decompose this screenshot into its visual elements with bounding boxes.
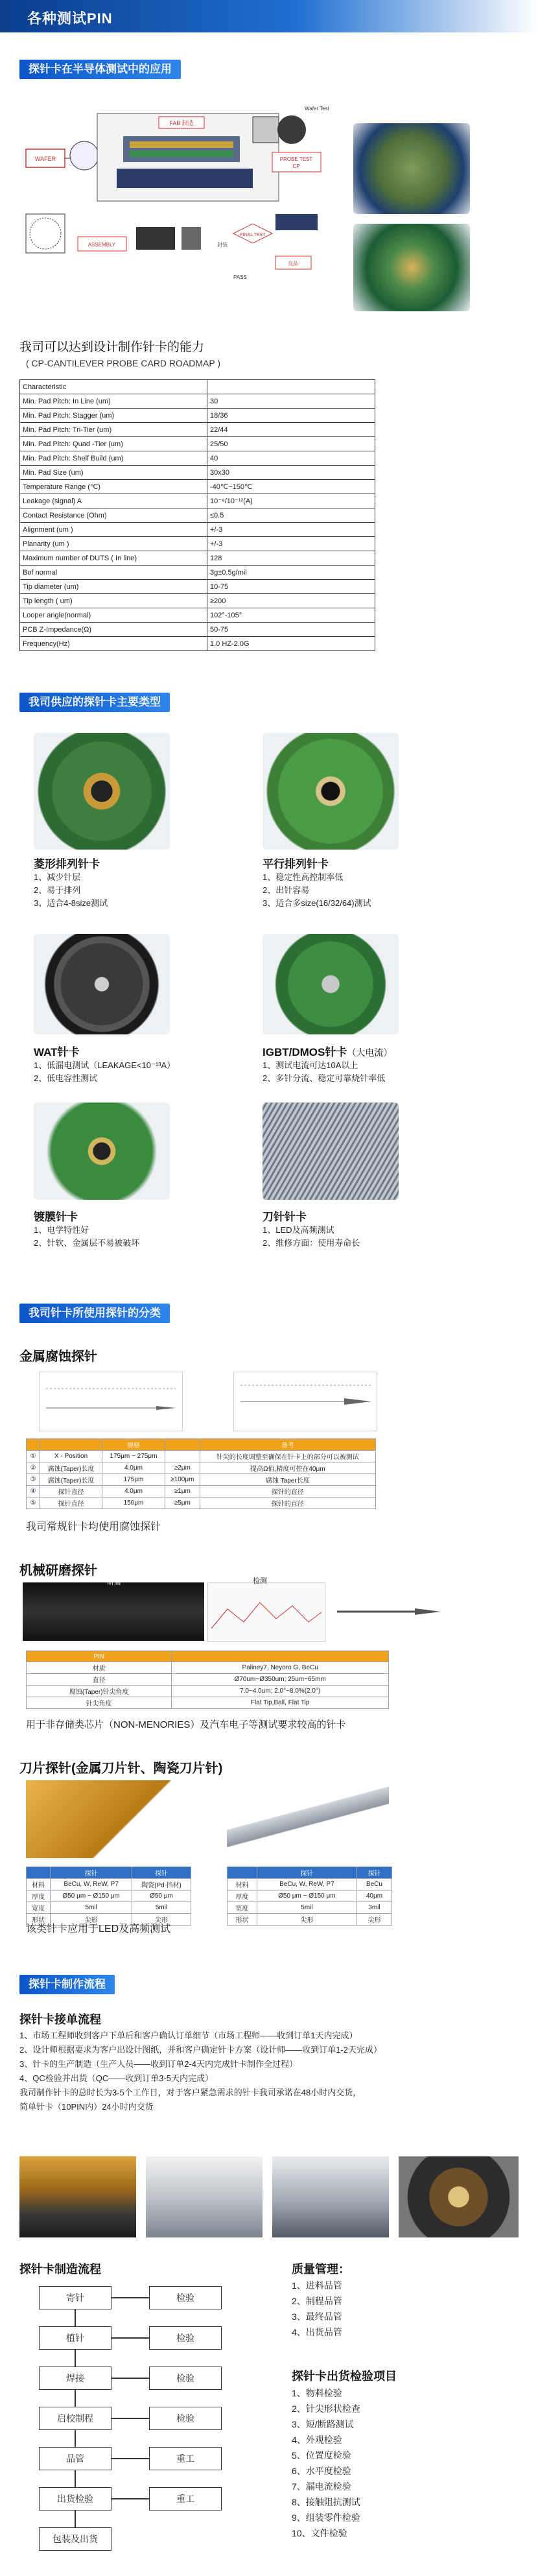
page-title: 各种测试PIN <box>27 10 113 27</box>
table-cell: 厚度 <box>228 1890 257 1902</box>
grinding-label-a: 研磨 <box>107 1579 121 1586</box>
inspection-lines <box>292 2385 360 2541</box>
ability-row <box>20 551 375 566</box>
flow-arrow-right <box>111 2297 149 2298</box>
grinding-label-b: 检测 <box>253 1577 267 1585</box>
flow-step: 品管 <box>39 2447 111 2470</box>
ability-value: 1.0 HZ-2.0G <box>207 637 375 651</box>
ability-value: 30 <box>207 394 375 409</box>
flow-check: 检验 <box>149 2407 222 2430</box>
ability-row <box>20 380 375 394</box>
ability-row <box>20 409 375 423</box>
order-line: 我司制作针卡的总时长为3-5个工作日，对于客户紧急需求的针卡我司承诺在48小时内交货， <box>19 2088 362 2097</box>
table-cell: 腐蚀(Taper)长度 <box>40 1462 102 1474</box>
probe-card-photo-2 <box>353 224 470 311</box>
quality-title: 质量管理： <box>292 2263 350 2276</box>
table-row <box>27 1462 376 1474</box>
list-item: 9、组装零件检验 <box>292 2512 360 2523</box>
table-cell: 7.0~4.0um; 2.0°~8.0%(2.0°) <box>172 1686 389 1697</box>
card-name-blade: 刀针针卡 <box>263 1211 307 1223</box>
svg-text:PROBE TEST: PROBE TEST <box>279 156 313 162</box>
table-cell: 针尖的长度调整至确保在针卡上的部分可以被测试 <box>200 1451 375 1462</box>
list-item: 2、制程品管 <box>292 2296 342 2306</box>
ability-subtitle: ( CP-CANTILEVER PROBE CARD ROADMAP ) <box>26 358 221 368</box>
flow-check: 检验 <box>149 2367 222 2390</box>
inspection-title: 探针卡出货检验项目 <box>292 2370 397 2383</box>
flow-check: 检验 <box>149 2286 222 2309</box>
ability-row <box>20 580 375 594</box>
table-cell: 直径 <box>27 1674 172 1686</box>
order-line: 4、QC检验并出货（QC——收到订单3-5天内完成） <box>19 2073 214 2083</box>
table-cell: 材料 <box>228 1879 257 1890</box>
grinding-photo <box>23 1582 204 1641</box>
ability-key: Characteristic <box>20 380 207 394</box>
ability-key: Looper angle(normal) <box>20 608 207 623</box>
table-cell: 尖形 <box>51 1914 132 1926</box>
list-item: 3、最终品管 <box>292 2311 342 2322</box>
table-cell: 针尖角度 <box>27 1697 172 1709</box>
table-cell: 175μm <box>102 1474 165 1486</box>
table-row <box>228 1902 392 1914</box>
corrosion-probe-sketch-2 <box>233 1372 377 1431</box>
card-name-igbt <box>263 1043 392 1059</box>
table-cell: 5mil <box>51 1902 132 1914</box>
card-name-wat: WAT针卡 <box>34 1046 80 1058</box>
table-row <box>27 1662 389 1674</box>
table-header-cell <box>228 1867 257 1879</box>
flow-arrow-down <box>75 2470 76 2487</box>
ability-row <box>20 637 375 651</box>
flow-arrow-right <box>111 2458 149 2459</box>
table-cell: BeCu <box>357 1879 392 1890</box>
card-name-coated: 镀膜针卡 <box>34 1211 78 1223</box>
ability-row <box>20 480 375 494</box>
table-cell: 探针的直径 <box>200 1497 375 1509</box>
list-item: 5、位置度检验 <box>292 2450 351 2461</box>
table-row <box>27 1486 376 1497</box>
table-header-cell: 探针 <box>257 1867 357 1879</box>
card-blade-line-1: 1、LED及高频测试 <box>263 1225 334 1235</box>
table-row <box>27 1474 376 1486</box>
corrosion-caption: 我司常规针卡均使用腐蚀探针 <box>26 1521 161 1532</box>
table-cell: 腐蚀 Taper长度 <box>200 1474 375 1486</box>
flow-step: 焊接 <box>39 2367 111 2390</box>
flow-arrow-right <box>111 2378 149 2379</box>
table-row <box>228 1890 392 1902</box>
table-cell: 5mil <box>132 1902 191 1914</box>
table-row <box>27 1697 389 1709</box>
blade-caption: 该类针卡应用于LED及高频测试 <box>26 1924 171 1935</box>
ability-value: 30x30 <box>207 466 375 480</box>
flow-arrow-right <box>111 2337 149 2339</box>
ability-key: Min. Pad Pitch: Tri-Tier (um) <box>20 423 207 437</box>
probe-card-photo-1 <box>353 123 470 214</box>
grinding-measure-chart <box>207 1582 325 1642</box>
list-item: 1、进料品管 <box>292 2280 342 2291</box>
ability-key: Temperature Range (℃) <box>20 480 207 494</box>
table-cell: 175μm ~ 275μm <box>102 1451 165 1462</box>
table-header-cell <box>165 1439 200 1451</box>
ability-value: 10-75 <box>207 580 375 594</box>
card-wat-line-2: 2、低电容性测试 <box>34 1073 98 1083</box>
ability-key: Min. Pad Pitch: In Line (um) <box>20 394 207 409</box>
ability-key: Min. Pad Pitch: Quad -Tier (um) <box>20 437 207 451</box>
ability-value: 128 <box>207 551 375 566</box>
ability-value: 102°-105° <box>207 608 375 623</box>
ability-row <box>20 437 375 451</box>
ability-key: Maximum number of DUTS ( In line) <box>20 551 207 566</box>
table-cell: Ø50 μm ~ Ø150 μm <box>51 1890 132 1902</box>
table-cell: 形状 <box>228 1914 257 1926</box>
ability-key: Planarity (um ) <box>20 537 207 551</box>
grinding-title: 机械研磨探针 <box>19 1564 97 1578</box>
flow-step: 寄针 <box>39 2286 111 2309</box>
table-cell: 腐蚀(Taper)针尖角度 <box>27 1686 172 1697</box>
table-cell: Ø70um~Ø350um; 25um~65mm <box>172 1674 389 1686</box>
flow-step: 出货检验 <box>39 2487 111 2510</box>
blade-title: 刀片探针(金属刀片针、陶瓷刀片针) <box>19 1761 223 1776</box>
grinding-caption: 用于非存储类芯片（NON-MENORIES）及汽车电子等测试要求较高的针卡 <box>26 1719 346 1730</box>
table-cell: 腐蚀(Taper)长度 <box>40 1474 102 1486</box>
order-line: 简单针卡（10PIN内）24小时内交货 <box>19 2102 154 2112</box>
table-cell: 宽度 <box>228 1902 257 1914</box>
table-cell: 4.0μm <box>102 1462 165 1474</box>
table-cell: Flat Tip,Ball, Flat Tip <box>172 1697 389 1709</box>
process-photo-1 <box>19 2156 136 2237</box>
ability-row <box>20 466 375 480</box>
table-cell: ≥2μm <box>165 1462 200 1474</box>
order-line: 3、针卡的生产制造（生产人员——收到订单2-4天内完成针卡制作全过程） <box>19 2059 298 2069</box>
process-photo-2 <box>146 2156 263 2237</box>
ability-row <box>20 494 375 508</box>
process-photo-4 <box>399 2156 519 2237</box>
table-cell: 形状 <box>27 1914 51 1926</box>
order-title: 探针卡接单流程 <box>19 2013 101 2026</box>
table-row <box>27 1686 389 1697</box>
ability-row <box>20 451 375 466</box>
card-igbt-line-2: 2、多针分流、稳定可靠烧针率低 <box>263 1073 386 1083</box>
card-coated-line-1: 1、电学特性好 <box>34 1225 89 1235</box>
ability-row <box>20 508 375 523</box>
flow-check: 重工 <box>149 2447 222 2470</box>
card-name-parallel: 平行排列针卡 <box>263 858 329 870</box>
table-cell: 材料 <box>27 1879 51 1890</box>
table-cell: Paliney7, Neyoro G, BeCu <box>172 1662 389 1674</box>
table-cell: 厚度 <box>27 1890 51 1902</box>
table-cell: 提高Ω值,精度可控在40μm <box>200 1462 375 1474</box>
table-header-cell: 探针 <box>357 1867 392 1879</box>
table-cell: 4.0μm <box>102 1486 165 1497</box>
table-cell: 探针的直径 <box>200 1486 375 1497</box>
table-row <box>228 1914 392 1926</box>
svg-text:封装: 封装 <box>217 242 228 248</box>
ability-row <box>20 394 375 409</box>
ability-key: Leakage (signal) A <box>20 494 207 508</box>
ability-key: Tip diameter (um) <box>20 580 207 594</box>
table-cell: 40μm <box>357 1890 392 1902</box>
blade-table-ceramic <box>227 1866 392 1926</box>
blade-card-photo <box>263 1103 399 1200</box>
corrosion-probe-sketch-1 <box>39 1372 183 1431</box>
table-cell: 材质 <box>27 1662 172 1674</box>
svg-text:良品: 良品 <box>288 261 298 267</box>
blade-probe-photo-1 <box>26 1780 188 1858</box>
table-header-cell: 探针 <box>132 1867 191 1879</box>
list-item: 10、文件检验 <box>292 2528 347 2538</box>
diamond-card-photo <box>34 733 170 850</box>
ability-value: ≥200 <box>207 594 375 608</box>
table-row <box>27 1890 191 1902</box>
quality-lines <box>292 2278 342 2340</box>
blade-table-metal <box>26 1866 191 1926</box>
ability-key: Min. Pad Pitch: Stagger (um) <box>20 409 207 423</box>
table-cell: ⑤ <box>27 1497 40 1509</box>
list-item: 4、外观检验 <box>292 2435 342 2445</box>
ability-title: 我司可以达到设计制作针卡的能力 <box>19 340 205 354</box>
table-cell: X - Position <box>40 1451 102 1462</box>
table-row <box>27 1451 376 1462</box>
order-line: 1、市场工程师收到客户下单后和客户确认订单细节（市场工程师——收到订单1天内完成） <box>19 2031 358 2040</box>
coated-card-photo <box>34 1103 170 1200</box>
svg-text:FINAL TEST: FINAL TEST <box>240 233 266 237</box>
svg-text:Wafer Test: Wafer Test <box>305 106 329 112</box>
list-item: 8、接触阻抗测试 <box>292 2497 360 2507</box>
ability-row <box>20 537 375 551</box>
flow-check: 检验 <box>149 2326 222 2350</box>
order-lines <box>19 2029 519 2114</box>
wat-card-photo <box>34 934 170 1034</box>
card-diamond-line-3: 3、适合4-8size测试 <box>34 898 108 908</box>
flow-arrow-down <box>75 2309 76 2326</box>
grinding-table <box>26 1651 389 1709</box>
table-cell: 5mil <box>257 1902 357 1914</box>
table-cell: ≥5μm <box>165 1497 200 1509</box>
card-igbt-line-1: 1、测试电流可达10A以上 <box>263 1060 358 1070</box>
table-header-cell <box>27 1439 40 1451</box>
diagram-wafer-label: WAFER <box>34 156 56 162</box>
card-parallel-line-1: 1、稳定性高控制率低 <box>263 872 344 882</box>
card-diamond-line-2: 2、易于排列 <box>34 885 81 895</box>
flow-check: 重工 <box>149 2487 222 2510</box>
list-item: 1、物料检验 <box>292 2388 342 2398</box>
table-cell: ① <box>27 1451 40 1462</box>
flow-title: 探针卡制造流程 <box>19 2263 101 2276</box>
table-header-cell: 备考 <box>200 1439 375 1451</box>
ability-value: ≤0.5 <box>207 508 375 523</box>
table-row <box>27 1497 376 1509</box>
table-cell: 150μm <box>102 1497 165 1509</box>
card-wat-line-1: 1、低漏电测试（LEAKAGE<10⁻¹³A） <box>34 1060 176 1070</box>
ability-value: +/-3 <box>207 523 375 537</box>
section-tag-process: 探针卡制作流程 <box>19 1975 115 1994</box>
table-row <box>27 1902 191 1914</box>
table-cell: ≥1μm <box>165 1486 200 1497</box>
table-header-cell: PIN <box>27 1651 172 1662</box>
parallel-card-photo <box>263 733 399 850</box>
table-row <box>27 1674 389 1686</box>
table-cell: BeCu, W, ReW, P7 <box>257 1879 357 1890</box>
ability-key: Tip length ( um) <box>20 594 207 608</box>
ability-row <box>20 566 375 580</box>
table-cell: 探针直径 <box>40 1486 102 1497</box>
header-bar <box>0 0 538 32</box>
igbt-card-photo <box>263 934 399 1034</box>
ability-key: Min. Pad Size (um) <box>20 466 207 480</box>
list-item: 3、短/断路测试 <box>292 2419 354 2429</box>
ability-value: +/-3 <box>207 537 375 551</box>
card-name-diamond: 菱形排列针卡 <box>34 858 100 870</box>
ability-row <box>20 608 375 623</box>
ability-key: PCB Z-Impedance(Ω) <box>20 623 207 637</box>
flow-arrow-down <box>75 2350 76 2367</box>
ability-value: 50-75 <box>207 623 375 637</box>
order-line: 2、设计师根据要求为客户出设计图纸，并和客户确定针卡方案（设计师——收到订单1-2天完成） <box>19 2045 382 2055</box>
flow-step: 启校制程 <box>39 2407 111 2430</box>
table-cell: 宽度 <box>27 1902 51 1914</box>
ability-row <box>20 623 375 637</box>
list-item: 6、水平度检验 <box>292 2466 351 2476</box>
corrosion-title: 金属腐蚀探针 <box>19 1350 97 1364</box>
card-parallel-line-2: 2、出针容易 <box>263 885 310 895</box>
ability-key: Min. Pad Pitch: Shelf Build (um) <box>20 451 207 466</box>
table-cell: 3mil <box>357 1902 392 1914</box>
ability-value: 25/50 <box>207 437 375 451</box>
blade-probe-photo-2 <box>227 1783 389 1855</box>
card-blade-line-2: 2、维修方面：使用寿命长 <box>263 1238 360 1248</box>
table-header-cell: 探针 <box>51 1867 132 1879</box>
ability-key: Bof normal <box>20 566 207 580</box>
card-diamond-line-1: 1、减少针层 <box>34 872 81 882</box>
process-photo-3 <box>272 2156 389 2237</box>
table-cell: 尖形 <box>357 1914 392 1926</box>
table-cell: 陶瓷(Pd 挡材) <box>132 1879 191 1890</box>
table-cell <box>165 1451 200 1462</box>
table-cell: ④ <box>27 1486 40 1497</box>
table-cell: 尖形 <box>257 1914 357 1926</box>
flow-arrow-down <box>75 2430 76 2447</box>
table-row <box>27 1879 191 1890</box>
ability-value: 22/44 <box>207 423 375 437</box>
table-cell: ② <box>27 1462 40 1474</box>
list-item: 2、针尖形状检查 <box>292 2403 360 2414</box>
grinding-probe-sketch <box>337 1602 441 1621</box>
ability-row <box>20 423 375 437</box>
flow-arrow-down <box>75 2510 76 2527</box>
ability-table <box>19 379 375 651</box>
svg-text:FAB 制造: FAB 制造 <box>169 120 194 126</box>
list-item: 4、出货品管 <box>292 2327 342 2337</box>
ability-value: 10⁻⁹/10⁻¹²(A) <box>207 494 375 508</box>
card-igbt-name-main: IGBT/DMOS针卡 <box>263 1046 347 1058</box>
flow-arrow-right <box>111 2418 149 2419</box>
ability-row <box>20 523 375 537</box>
table-header-cell <box>40 1439 102 1451</box>
table-cell: BeCu, W, ReW, P7 <box>51 1879 132 1890</box>
table-header-cell <box>172 1651 389 1662</box>
table-cell: 尖形 <box>132 1914 191 1926</box>
ability-value: 3g±0.5g/mil <box>207 566 375 580</box>
ability-value: 18/36 <box>207 409 375 423</box>
ability-key: Alignment (um ) <box>20 523 207 537</box>
card-coated-line-2: 2、针软、金属层不易被破坏 <box>34 1238 140 1248</box>
svg-text:PASS: PASS <box>233 274 247 280</box>
ability-value <box>207 380 375 394</box>
ability-value: -40℃~150℃ <box>207 480 375 494</box>
table-row <box>228 1879 392 1890</box>
section-tag-types: 我司供应的探针卡主要类型 <box>19 693 170 712</box>
card-igbt-name-suffix: （大电流） <box>347 1047 393 1058</box>
section-tag-application: 探针卡在半导体测试中的应用 <box>19 60 181 79</box>
semiconductor-test-diagram <box>19 91 337 298</box>
table-cell: 探针直径 <box>40 1497 102 1509</box>
flow-arrow-down <box>75 2390 76 2407</box>
table-cell: ≥100μm <box>165 1474 200 1486</box>
table-header-cell <box>27 1867 51 1879</box>
ability-value: 40 <box>207 451 375 466</box>
table-cell: ③ <box>27 1474 40 1486</box>
svg-text:ASSEMBLY: ASSEMBLY <box>88 242 116 248</box>
ability-key: Contact Resistance (Ohm) <box>20 508 207 523</box>
table-header-cell: 规格 <box>102 1439 165 1451</box>
ability-key: Frequency(Hz) <box>20 637 207 651</box>
card-parallel-line-3: 3、适合多size(16/32/64)测试 <box>263 898 371 908</box>
list-item: 7、漏电流检验 <box>292 2481 351 2492</box>
corrosion-table <box>26 1438 376 1509</box>
table-cell: Ø50 μm ~ Ø150 μm <box>257 1890 357 1902</box>
flow-arrow-right <box>111 2498 149 2499</box>
svg-text:CP: CP <box>292 163 300 169</box>
flow-step: 包装及出货 <box>39 2527 111 2551</box>
section-tag-probe-classes: 我司针卡所使用探针的分类 <box>19 1304 170 1323</box>
ability-row <box>20 594 375 608</box>
table-cell: Ø50 μm <box>132 1890 191 1902</box>
flow-step: 植针 <box>39 2326 111 2350</box>
